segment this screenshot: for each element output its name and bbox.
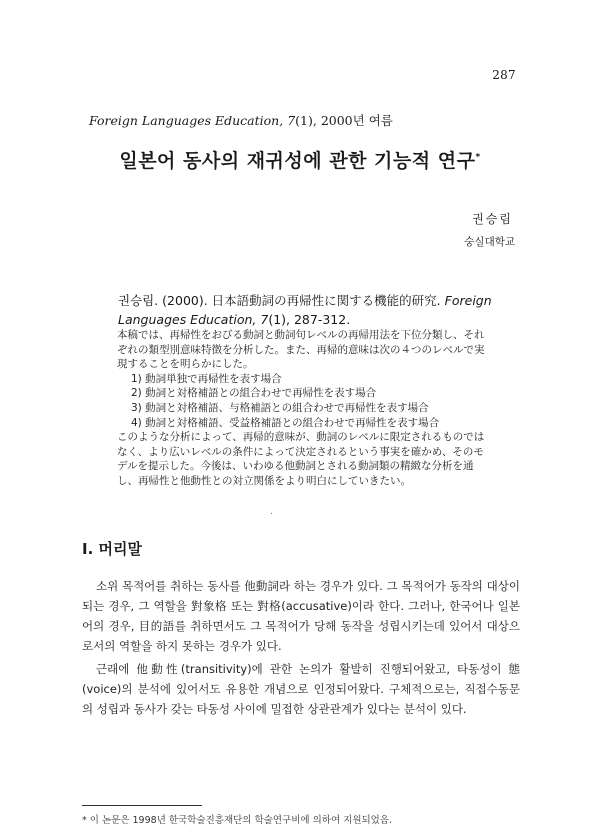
paper-title-text: 일본어 동사의 재귀성에 관한 기능적 연구: [119, 150, 476, 172]
journal-volume: 7: [287, 113, 296, 128]
footnote-rule: [82, 805, 202, 806]
separator-dot: ·: [270, 509, 274, 520]
paper-title: [0, 146, 600, 173]
abstract: [117, 328, 492, 489]
journal-name: Foreign Languages Education,: [89, 113, 284, 128]
title-footnote-mark: *: [475, 152, 481, 163]
author-affiliation: 숭실대학교: [464, 236, 515, 248]
citation-volume: 7: [260, 312, 269, 327]
author-name: 권승림: [472, 212, 513, 226]
abstract-item: 1) 動詞単独で再帰性を表す場合: [131, 372, 282, 385]
section-body: [82, 576, 520, 722]
citation: [118, 291, 498, 329]
section-heading: I. 머리말: [82, 540, 142, 558]
body-paragraph: 근래에 他動性(transitivity)에 관한 논의가 활발히 진행되어왔고, 타동성이 態(voice)의 분석에 있어서도 유용한 개념으로 인정되어왔다. 구체적으로는, 직접수동문의 성립과 동사가 갖는 타동성 사이에 밀접한 상관관계가 있다는 분석이 있다.: [82, 662, 520, 716]
abstract-intro: 本稿では、再帰性をおびる動詞と動詞句レベルの再帰用法を下位分類し、それぞれの類型別意味特徴を分析した。また、再帰的意味は次の４つのレベルで実現することを明らかにした。: [117, 329, 485, 371]
abstract-conclusion: このような分析によって、再帰的意味が、動詞のレベルに限定されるものではなく、より広いレベルの条件によって決定されるという事実を確かめ、そのモデルを提示した。今後は、いわゆる他動詞とされる動詞類の精緻な分析を通し、再帰性と他動性との対立関係をより明白にしていきたい。: [117, 431, 485, 487]
journal-year: 2000년 여름: [320, 113, 393, 128]
citation-journal: Foreign Languages Education,: [118, 293, 492, 327]
abstract-list: [117, 372, 492, 430]
footnote: * 이 논문은 1998년 한국학술진흥재단의 학술연구비에 의하여 지원되었음.: [82, 815, 393, 826]
citation-rest: (1), 287-312.: [268, 312, 351, 327]
abstract-item: 3) 動詞と対格補語、与格補語との組合わせで再帰性を表す場合: [131, 401, 429, 414]
abstract-item: 2) 動詞と対格補語との組合わせで再帰性を表す場合: [131, 387, 377, 400]
page-number: 287: [492, 68, 516, 82]
journal-issue: (1),: [295, 113, 317, 128]
abstract-item: 4) 動詞と対格補語、受益格補語との組合わせで再帰性を表す場合: [131, 416, 440, 429]
citation-prefix: 권승림. (2000). 日本語動詞の再帰性に関する機能的研究.: [118, 293, 441, 308]
body-paragraph: 소위 목적어를 취하는 동사를 他動詞라 하는 경우가 있다. 그 목적어가 동작의 대상이 되는 경우, 그 역할을 對象格 또는 對格(accusative)이라 한다. 그러나, 한국어나 일본어의 경우, 目的語를 취하면서도 그 목적어가 당해 동작을 성립시키는데 있어서 대상으로서의 역할을 하지 못하는 경우가 있다.: [82, 579, 520, 653]
journal-line: [89, 111, 393, 129]
